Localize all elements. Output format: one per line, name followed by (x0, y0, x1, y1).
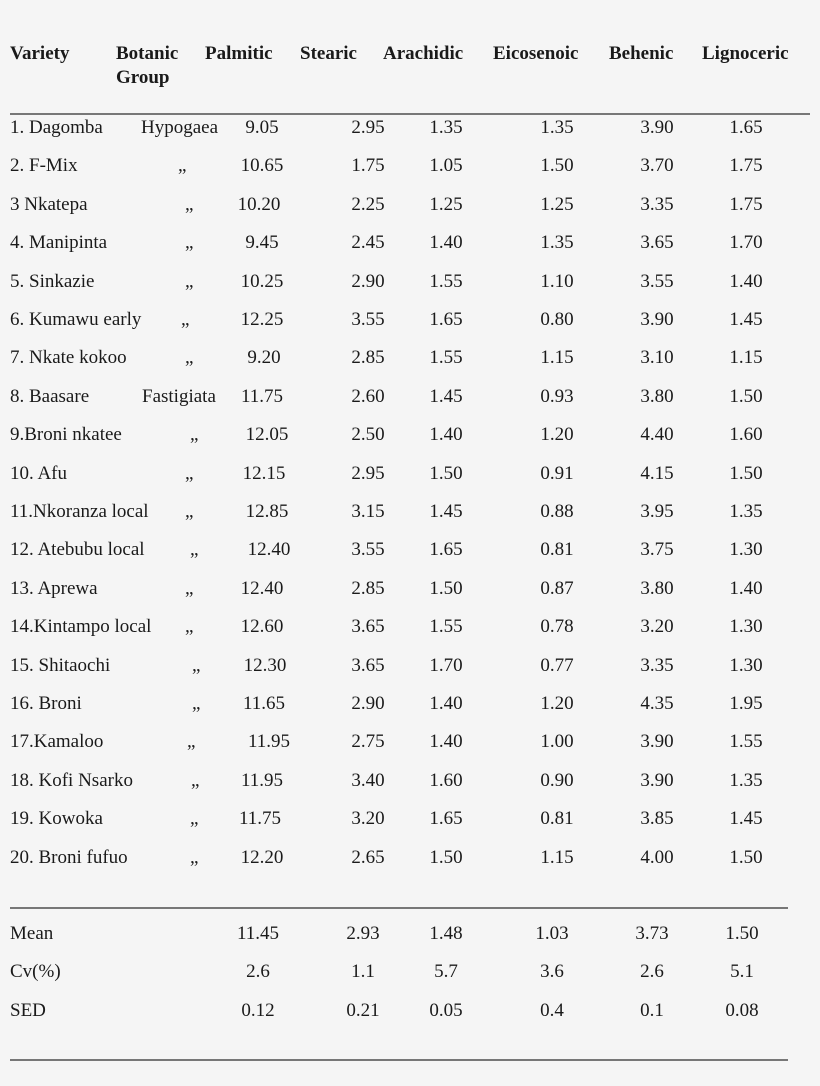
table-row (0, 727, 820, 757)
ditto-group-cell: „ (185, 462, 194, 484)
lignoceric-cell: 1.70 (729, 232, 763, 254)
lignoceric-cell: 1.95 (729, 693, 763, 714)
stearic-cell: 3.20 (351, 808, 385, 830)
ditto-group-cell: „ (191, 769, 200, 791)
lignoceric-cell: 1.60 (729, 424, 763, 446)
table-row (0, 267, 820, 297)
variety-cell: 15. Shitaochi (10, 654, 111, 676)
table-row (0, 574, 820, 604)
ditto-group-cell: „ (178, 155, 187, 177)
arachidic-cell: 1.50 (429, 846, 463, 868)
arachidic-cell: 1.70 (429, 654, 463, 676)
arachidic-cell: 1.05 (429, 155, 463, 177)
eicosenoic-cell: 1.35 (540, 232, 574, 254)
stearic-cell: 2.25 (351, 193, 385, 215)
eicosenoic-cell: 0.93 (540, 385, 574, 407)
variety-cell: 13. Aprewa (10, 577, 98, 599)
stearic-cell: 3.65 (351, 654, 385, 676)
arachidic-cell: 1.40 (429, 424, 463, 446)
variety-cell: 16. Broni (10, 693, 82, 714)
arachidic-cell: 1.40 (429, 731, 463, 753)
ditto-group-cell: „ (181, 309, 190, 330)
stearic-cell: 2.85 (351, 577, 385, 599)
palmitic-cell: 12.30 (243, 654, 287, 676)
group-cell: Fastigiata (142, 385, 216, 407)
stearic-cell: 2.90 (351, 270, 385, 292)
behenic-cell: 3.70 (640, 155, 674, 177)
header-arachidic: Arachidic (383, 43, 464, 64)
ditto-group-cell: „ (190, 846, 199, 868)
header-group: Group (116, 67, 170, 88)
stearic-cell: 2.45 (351, 232, 385, 254)
arachidic-cell: 1.65 (429, 539, 463, 561)
table-row (0, 612, 820, 642)
ditto-group-cell: „ (185, 193, 194, 215)
eicosenoic-cell: 1.20 (540, 424, 574, 446)
behenic-cell: 3.80 (640, 577, 674, 599)
palmitic-cell: 10.65 (240, 155, 284, 177)
ditto-group-cell: „ (190, 808, 199, 830)
palmitic-cell: 11.95 (247, 731, 291, 753)
summary-lignoceric-cell: 0.08 (725, 999, 759, 1021)
behenic-cell: 3.90 (640, 731, 674, 753)
table-row (0, 843, 820, 873)
palmitic-cell: 11.65 (242, 693, 286, 714)
table-bottom-rule (10, 1059, 788, 1061)
palmitic-cell: 10.25 (240, 270, 284, 292)
eicosenoic-cell: 0.88 (540, 501, 574, 522)
eicosenoic-cell: 1.15 (540, 846, 574, 868)
stearic-cell: 2.65 (351, 846, 385, 868)
table-row (0, 305, 820, 335)
table-row (0, 804, 820, 834)
variety-cell: 14.Kintampo local (10, 616, 152, 638)
summary-top-rule (10, 907, 788, 909)
table-row (0, 651, 820, 681)
summary-stearic-cell: 1.1 (351, 961, 375, 983)
summary-eicosenoic-cell: 1.03 (535, 923, 569, 944)
table-row (0, 151, 820, 181)
lignoceric-cell: 1.50 (729, 385, 763, 407)
summary-behenic-cell: 2.6 (640, 961, 664, 983)
stearic-cell: 2.75 (351, 731, 385, 753)
behenic-cell: 4.40 (640, 424, 674, 446)
summary-behenic-cell: 0.1 (640, 999, 664, 1021)
palmitic-cell: 10.20 (237, 193, 281, 215)
stearic-cell: 2.90 (351, 693, 385, 714)
arachidic-cell: 1.60 (429, 769, 463, 791)
lignoceric-cell: 1.40 (729, 270, 763, 292)
eicosenoic-cell: 0.77 (540, 654, 574, 676)
variety-cell: 18. Kofi Nsarko (10, 769, 133, 791)
eicosenoic-cell: 0.80 (540, 309, 574, 330)
palmitic-cell: 12.40 (240, 577, 284, 599)
summary-palmitic-cell: 11.45 (236, 923, 280, 944)
lignoceric-cell: 1.30 (729, 616, 763, 638)
arachidic-cell: 1.50 (429, 577, 463, 599)
table-row (0, 497, 820, 527)
lignoceric-cell: 1.50 (729, 846, 763, 868)
ditto-group-cell: „ (185, 232, 194, 254)
behenic-cell: 3.35 (640, 654, 674, 676)
eicosenoic-cell: 1.15 (540, 347, 574, 369)
summary-lignoceric-cell: 5.1 (730, 961, 754, 983)
behenic-cell: 4.15 (640, 462, 674, 484)
palmitic-cell: 12.40 (247, 539, 291, 561)
stearic-cell: 3.15 (351, 501, 385, 522)
arachidic-cell: 1.45 (429, 501, 463, 522)
eicosenoic-cell: 1.25 (540, 193, 574, 215)
lignoceric-cell: 1.75 (729, 193, 763, 215)
behenic-cell: 3.95 (640, 501, 674, 522)
header-botanic: Botanic (116, 43, 179, 64)
arachidic-cell: 1.65 (429, 309, 463, 330)
ditto-group-cell: „ (185, 616, 194, 638)
summary-row (0, 957, 820, 987)
stearic-cell: 2.60 (351, 385, 385, 407)
eicosenoic-cell: 1.10 (540, 270, 574, 292)
variety-cell: 10. Afu (10, 462, 67, 484)
eicosenoic-cell: 0.91 (540, 462, 574, 484)
ditto-group-cell: „ (192, 654, 201, 676)
arachidic-cell: 1.50 (429, 462, 463, 484)
behenic-cell: 3.80 (640, 385, 674, 407)
eicosenoic-cell: 1.20 (540, 693, 574, 714)
variety-cell: 2. F-Mix (10, 155, 78, 177)
behenic-cell: 3.35 (640, 193, 674, 215)
behenic-cell: 4.35 (640, 693, 674, 714)
behenic-cell: 4.00 (640, 846, 674, 868)
header-behenic: Behenic (609, 43, 674, 64)
variety-cell: 9.Broni nkatee (10, 424, 122, 446)
variety-cell: 5. Sinkazie (10, 270, 95, 292)
eicosenoic-cell: 0.81 (540, 808, 574, 830)
header-lignoceric: Lignoceric (702, 43, 789, 64)
ditto-group-cell: „ (185, 347, 194, 369)
ditto-group-cell: „ (185, 501, 194, 522)
behenic-cell: 3.20 (640, 616, 674, 638)
arachidic-cell: 1.45 (429, 385, 463, 407)
palmitic-cell: 12.25 (240, 309, 284, 330)
eicosenoic-cell: 0.81 (540, 539, 574, 561)
header-palmitic: Palmitic (205, 43, 273, 64)
stearic-cell: 1.75 (351, 155, 385, 177)
variety-cell: 8. Baasare (10, 385, 90, 407)
lignoceric-cell: 1.30 (729, 539, 763, 561)
behenic-cell: 3.55 (640, 270, 674, 292)
behenic-cell: 3.90 (640, 117, 674, 138)
table-row (0, 459, 820, 489)
behenic-cell: 3.90 (640, 769, 674, 791)
lignoceric-cell: 1.45 (729, 309, 763, 330)
summary-palmitic-cell: 2.6 (246, 961, 270, 983)
variety-cell: 4. Manipinta (10, 232, 108, 254)
arachidic-cell: 1.65 (429, 808, 463, 830)
variety-cell: 17.Kamaloo (10, 731, 104, 753)
lignoceric-cell: 1.50 (729, 462, 763, 484)
variety-cell: 12. Atebubu local (10, 539, 145, 561)
ditto-group-cell: „ (190, 539, 199, 561)
arachidic-cell: 1.35 (429, 117, 463, 138)
variety-cell: 20. Broni fufuo (10, 846, 128, 868)
lignoceric-cell: 1.40 (729, 577, 763, 599)
stearic-cell: 3.40 (351, 769, 385, 791)
summary-row (0, 996, 820, 1026)
stearic-cell: 2.50 (351, 424, 385, 446)
table-row (0, 420, 820, 450)
ditto-group-cell: „ (185, 577, 194, 599)
palmitic-cell: 12.15 (242, 462, 286, 484)
palmitic-cell: 12.20 (240, 846, 284, 868)
lignoceric-cell: 1.35 (729, 769, 763, 791)
stearic-cell: 3.65 (351, 616, 385, 638)
palmitic-cell: 12.05 (245, 424, 289, 446)
stearic-cell: 3.55 (351, 539, 385, 561)
stearic-cell: 3.55 (351, 309, 385, 330)
eicosenoic-cell: 0.90 (540, 769, 574, 791)
ditto-group-cell: „ (187, 731, 196, 753)
summary-eicosenoic-cell: 0.4 (540, 999, 564, 1021)
lignoceric-cell: 1.15 (729, 347, 763, 369)
behenic-cell: 3.65 (640, 232, 674, 254)
behenic-cell: 3.10 (640, 347, 674, 369)
table-row (0, 535, 820, 565)
summary-arachidic-cell: 5.7 (434, 961, 458, 983)
table-row (0, 343, 820, 373)
summary-label: Cv(%) (10, 961, 61, 983)
arachidic-cell: 1.55 (429, 270, 463, 292)
palmitic-cell: 11.75 (238, 808, 282, 830)
lignoceric-cell: 1.75 (729, 155, 763, 177)
table-row (0, 382, 820, 412)
behenic-cell: 3.85 (640, 808, 674, 830)
summary-stearic-cell: 2.93 (346, 923, 380, 944)
summary-eicosenoic-cell: 3.6 (540, 961, 564, 983)
summary-lignoceric-cell: 1.50 (725, 923, 759, 944)
summary-label: Mean (10, 923, 54, 944)
summary-row (0, 919, 820, 949)
palmitic-cell: 9.45 (245, 232, 279, 254)
arachidic-cell: 1.40 (429, 693, 463, 714)
header-eicosenoic: Eicosenoic (493, 43, 579, 64)
behenic-cell: 3.75 (640, 539, 674, 561)
summary-arachidic-cell: 1.48 (429, 923, 463, 944)
variety-cell: 7. Nkate kokoo (10, 347, 127, 369)
ditto-group-cell: „ (185, 270, 194, 292)
eicosenoic-cell: 0.87 (540, 577, 574, 599)
palmitic-cell: 9.20 (247, 347, 281, 369)
summary-arachidic-cell: 0.05 (429, 999, 463, 1021)
arachidic-cell: 1.40 (429, 232, 463, 254)
palmitic-cell: 11.75 (240, 385, 284, 407)
behenic-cell: 3.90 (640, 309, 674, 330)
lignoceric-cell: 1.35 (729, 501, 763, 522)
summary-palmitic-cell: 0.12 (241, 999, 275, 1021)
arachidic-cell: 1.25 (429, 193, 463, 215)
summary-stearic-cell: 0.21 (346, 999, 380, 1021)
variety-cell: 19. Kowoka (10, 808, 103, 830)
table-row (0, 689, 820, 719)
group-cell: Hypogaea (141, 117, 219, 138)
header-stearic: Stearic (300, 43, 357, 64)
eicosenoic-cell: 1.35 (540, 117, 574, 138)
eicosenoic-cell: 1.00 (540, 731, 574, 753)
arachidic-cell: 1.55 (429, 616, 463, 638)
stearic-cell: 2.95 (351, 462, 385, 484)
table-row (0, 228, 820, 258)
eicosenoic-cell: 1.50 (540, 155, 574, 177)
summary-behenic-cell: 3.73 (635, 923, 669, 944)
summary-label: SED (10, 999, 46, 1021)
palmitic-cell: 12.85 (245, 501, 289, 522)
stearic-cell: 2.95 (351, 117, 385, 138)
ditto-group-cell: „ (192, 693, 201, 714)
table-row (0, 766, 820, 796)
ditto-group-cell: „ (190, 424, 199, 446)
palmitic-cell: 9.05 (245, 117, 279, 138)
eicosenoic-cell: 0.78 (540, 616, 574, 638)
palmitic-cell: 12.60 (240, 616, 284, 638)
stearic-cell: 2.85 (351, 347, 385, 369)
variety-cell: 11.Nkoranza local (10, 501, 149, 522)
variety-cell: 6. Kumawu early (10, 309, 142, 330)
lignoceric-cell: 1.65 (729, 117, 763, 138)
table-row (0, 113, 820, 143)
palmitic-cell: 11.95 (240, 769, 284, 791)
arachidic-cell: 1.55 (429, 347, 463, 369)
header-variety: Variety (10, 43, 70, 64)
lignoceric-cell: 1.30 (729, 654, 763, 676)
table-row (0, 190, 820, 220)
lignoceric-cell: 1.45 (729, 808, 763, 830)
variety-cell: 1. Dagomba (10, 117, 103, 138)
variety-cell: 3 Nkatepa (10, 193, 88, 215)
lignoceric-cell: 1.55 (729, 731, 763, 753)
